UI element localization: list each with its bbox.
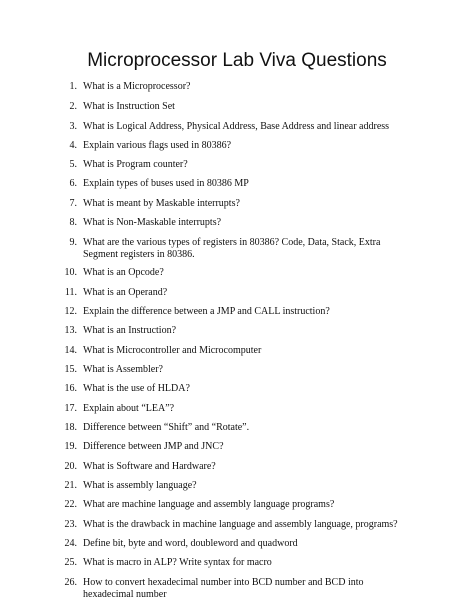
question-number: 16. (64, 383, 77, 394)
question-number: 9. (69, 237, 77, 248)
question-text: What is Software and Hardware? (83, 461, 216, 472)
question-number: 13. (64, 325, 77, 336)
question-number: 26. (64, 577, 77, 588)
question-text: Difference between “Shift” and “Rotate”. (83, 422, 250, 433)
question-number: 25. (64, 557, 77, 568)
question-number: 23. (64, 519, 77, 530)
question-number: 5. (69, 159, 77, 170)
question-text: What are machine language and assembly language programs? (83, 499, 335, 510)
question-text: What is Logical Address, Physical Address, Base Address and linear address (83, 121, 390, 132)
question-number: 11. (64, 287, 77, 298)
question-text: What is an Operand? (83, 287, 168, 298)
question-text: What is an Opcode? (83, 267, 164, 278)
question-text: What is Program counter? (83, 159, 188, 170)
question-number: 8. (69, 217, 77, 228)
question-number: 2. (69, 101, 77, 112)
question-text: What is the drawback in machine language and assembly language, programs? (83, 519, 398, 530)
question-text: Define bit, byte and word, doubleword and quadword (83, 538, 298, 549)
question-text: Explain about “LEA”? (83, 403, 175, 414)
question-text: What is an Instruction? (83, 325, 177, 336)
question-text: What is the use of HLDA? (83, 383, 190, 394)
question-number: 6. (69, 178, 77, 189)
question-text: Explain the difference between a JMP and CALL instruction? (83, 306, 330, 317)
question-number: 7. (69, 198, 77, 209)
question-text: What is Instruction Set (83, 101, 175, 112)
question-number: 20. (64, 461, 77, 472)
question-number: 12. (64, 306, 77, 317)
question-text: What is Assembler? (83, 364, 163, 375)
question-number: 18. (64, 422, 77, 433)
page-title: Microprocessor Lab Viva Questions (87, 50, 387, 71)
question-text: What is assembly language? (83, 480, 197, 491)
question-text: Explain various flags used in 80386? (83, 140, 232, 151)
question-number: 4. (69, 140, 77, 151)
question-text: What is Microcontroller and Microcomputer (83, 345, 262, 356)
question-number: 24. (64, 538, 77, 549)
question-text: Difference between JMP and JNC? (83, 441, 224, 452)
question-text: How to convert hexadecimal number into BCD number and BCD into hexadecimal number (83, 577, 364, 600)
question-text: What is meant by Maskable interrupts? (83, 198, 240, 209)
question-number: 17. (64, 403, 77, 414)
question-number: 1. (69, 81, 77, 92)
question-number: 3. (69, 121, 77, 132)
question-text: What is a Microprocessor? (83, 81, 191, 92)
question-number: 14. (64, 345, 77, 356)
question-number: 21. (64, 480, 77, 491)
question-number: 19. (64, 441, 77, 452)
question-number: 10. (64, 267, 77, 278)
question-text: What is macro in ALP? Write syntax for macro (83, 557, 272, 568)
question-text: Explain types of buses used in 80386 MP (83, 178, 249, 189)
question-text: What is Non-Maskable interrupts? (83, 217, 222, 228)
question-number: 22. (64, 499, 77, 510)
question-text: What are the various types of registers in 80386? Code, Data, Stack, Extra Segment registers in 80386. (83, 237, 381, 260)
question-number: 15. (64, 364, 77, 375)
